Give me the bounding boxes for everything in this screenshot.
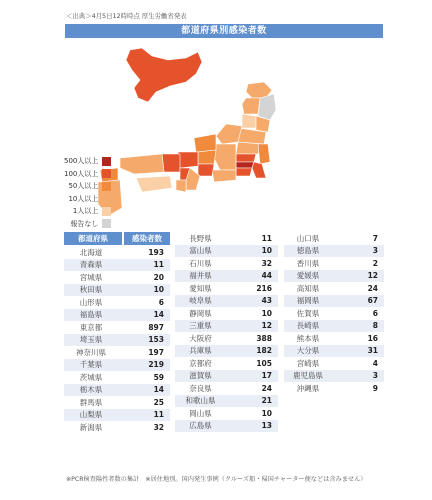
- case-count: 3: [372, 246, 378, 256]
- prefecture-name: 徳島県: [296, 246, 320, 256]
- case-count: 11: [261, 233, 272, 243]
- case-count: 897: [148, 322, 164, 332]
- prefecture-name: 北海道: [79, 247, 103, 257]
- case-count: 20: [153, 272, 164, 282]
- prefecture-name: 滋賀県: [189, 371, 212, 381]
- prefecture-name: 新潟県: [79, 422, 103, 432]
- map-region-iwate: [258, 94, 276, 120]
- map-region-akita: [242, 98, 260, 114]
- table-row: [284, 245, 384, 258]
- map-region-kyoto-shiga: [178, 152, 198, 168]
- table-row: [284, 232, 384, 245]
- table-row: [64, 359, 170, 372]
- case-count: 7: [372, 233, 378, 243]
- case-count: 24: [261, 383, 272, 393]
- map-region-niigata: [216, 124, 242, 144]
- table-row: [175, 307, 278, 320]
- prefecture-name: 福島県: [79, 310, 103, 320]
- prefecture-name: 山形県: [79, 297, 103, 307]
- map-region-hyogo: [162, 154, 180, 172]
- table-row: [64, 334, 170, 347]
- case-count: 153: [148, 335, 164, 345]
- prefecture-name: 福岡県: [296, 296, 320, 306]
- case-count: 6: [158, 297, 164, 307]
- table-row: [284, 282, 384, 295]
- legend-item: [64, 193, 111, 206]
- case-count: 67: [367, 296, 378, 306]
- table-row: [64, 296, 170, 309]
- legend-item: [64, 155, 111, 168]
- table-row: [175, 320, 278, 333]
- case-count: 9: [372, 383, 378, 393]
- table-row: [64, 246, 170, 259]
- header-prefecture: 都道府県: [64, 232, 122, 245]
- case-count: 193: [148, 247, 164, 257]
- legend-label: 1人以上: [72, 207, 99, 216]
- table-row: [284, 345, 384, 358]
- case-count: 12: [367, 271, 378, 281]
- table-row: [64, 321, 170, 334]
- prefecture-name: 青森県: [79, 260, 103, 270]
- case-count: 11: [153, 410, 164, 420]
- prefecture-name: 沖縄県: [296, 383, 320, 393]
- table-row: [175, 395, 278, 408]
- case-count: 31: [367, 346, 378, 356]
- prefecture-name: 愛媛県: [296, 271, 320, 281]
- table-row: [175, 295, 278, 308]
- map-legend: [64, 155, 111, 230]
- prefecture-name: 奈良県: [189, 383, 212, 393]
- table-row: [175, 370, 278, 383]
- legend-swatch: [102, 157, 111, 166]
- table-row: [284, 320, 384, 333]
- case-count: 10: [153, 285, 164, 295]
- prefecture-name: 愛知県: [189, 283, 212, 293]
- map-region-chiba: [252, 162, 266, 178]
- case-count: 32: [261, 258, 272, 268]
- prefecture-table-column-2: [175, 232, 278, 432]
- map-region-chugoku: [120, 154, 164, 174]
- case-count: 219: [148, 360, 164, 370]
- table-row: [175, 382, 278, 395]
- legend-item: [64, 168, 111, 181]
- case-count: 17: [261, 371, 272, 381]
- legend-label: 100人以上: [64, 169, 99, 178]
- prefecture-name: 石川県: [189, 258, 212, 268]
- case-count: 14: [153, 310, 164, 320]
- legend-label: 報告なし: [70, 219, 99, 228]
- prefecture-name: 佐賀県: [296, 308, 320, 318]
- table-row: [64, 409, 170, 422]
- case-count: 182: [256, 346, 272, 356]
- legend-label: 50人以上: [68, 182, 99, 191]
- table-row: [64, 309, 170, 322]
- table-row: [64, 259, 170, 272]
- case-count: 16: [367, 333, 378, 343]
- case-count: 2: [372, 258, 378, 268]
- table-row: [175, 232, 278, 245]
- prefecture-name: 鹿児島県: [293, 371, 323, 381]
- prefecture-name: 秋田県: [79, 285, 103, 295]
- legend-swatch: [102, 169, 111, 178]
- map-region-yamagata: [242, 114, 256, 128]
- legend-swatch: [102, 182, 111, 191]
- table-row: [284, 307, 384, 320]
- table-row: [175, 282, 278, 295]
- table-row: [64, 396, 170, 409]
- case-count: 216: [256, 283, 272, 293]
- table-row: [175, 257, 278, 270]
- prefecture-name: 香川県: [296, 258, 320, 268]
- table-row: [64, 371, 170, 384]
- table-row: [284, 257, 384, 270]
- case-count: 32: [153, 422, 164, 432]
- case-count: 21: [261, 396, 272, 406]
- case-count: 8: [372, 321, 378, 331]
- table-row: [175, 270, 278, 283]
- prefecture-name: 兵庫県: [189, 346, 212, 356]
- legend-swatch: [102, 207, 111, 216]
- japan-choropleth-map: [90, 40, 330, 225]
- map-region-shikoku: [136, 176, 172, 192]
- table-row: [175, 407, 278, 420]
- table-row: [175, 357, 278, 370]
- prefecture-name: 富山県: [189, 246, 212, 256]
- prefecture-name: 長崎県: [296, 321, 320, 331]
- prefecture-name: 三重県: [189, 321, 212, 331]
- source-note: ＜出典＞4月5日12時時点 厚生労働省発表: [66, 12, 187, 20]
- prefecture-name: 岐阜県: [189, 296, 212, 306]
- map-region-hokuriku: [194, 134, 216, 152]
- prefecture-name: 茨城県: [79, 372, 103, 382]
- table-row: [64, 271, 170, 284]
- case-count: 44: [261, 271, 272, 281]
- prefecture-name: 岡山県: [189, 408, 212, 418]
- prefecture-name: 静岡県: [189, 308, 212, 318]
- case-count: 388: [256, 333, 272, 343]
- case-count: 59: [153, 372, 164, 382]
- table-row: [284, 270, 384, 283]
- case-count: 10: [261, 408, 272, 418]
- case-count: 11: [153, 260, 164, 270]
- legend-item: [64, 205, 111, 218]
- prefecture-name: 大阪府: [189, 333, 212, 343]
- prefecture-name: 群馬県: [79, 397, 103, 407]
- map-region-kanagawa: [236, 168, 252, 176]
- case-count: 10: [261, 308, 272, 318]
- prefecture-name: 大分県: [296, 346, 320, 356]
- prefecture-name: 東京都: [79, 322, 103, 332]
- table-row: [175, 420, 278, 433]
- case-count: 25: [153, 397, 164, 407]
- case-count: 14: [153, 385, 164, 395]
- table-row: [175, 345, 278, 358]
- prefecture-name: 京都府: [189, 358, 212, 368]
- case-count: 4: [372, 358, 378, 368]
- map-region-shizuoka: [212, 170, 236, 182]
- prefecture-name: 長野県: [189, 233, 212, 243]
- prefecture-name: 神奈川県: [76, 347, 106, 357]
- map-region-ibaraki: [258, 144, 270, 164]
- table-row: [284, 382, 384, 395]
- map-region-wakayama: [176, 180, 186, 192]
- prefecture-name: 山梨県: [79, 410, 103, 420]
- prefecture-name: 千葉県: [79, 360, 103, 370]
- legend-item: [64, 180, 111, 193]
- table-row: [64, 421, 170, 434]
- case-count: 197: [148, 347, 164, 357]
- prefecture-table-column-3: [284, 232, 384, 395]
- case-count: 13: [261, 421, 272, 431]
- legend-item: [64, 218, 111, 231]
- map-region-nagano-yamanashi: [214, 144, 236, 170]
- prefecture-name: 宮城県: [79, 272, 103, 282]
- prefecture-name: 栃木県: [79, 385, 103, 395]
- prefecture-name: 広島県: [189, 421, 212, 431]
- map-region-gifu: [198, 150, 216, 164]
- table-row: [284, 332, 384, 345]
- case-count: 10: [261, 246, 272, 256]
- case-count: 6: [372, 308, 378, 318]
- legend-swatch: [102, 219, 111, 228]
- table-row: [175, 332, 278, 345]
- table-row: [64, 346, 170, 359]
- case-count: 24: [367, 283, 378, 293]
- table-row: [284, 357, 384, 370]
- prefecture-name: 福井県: [189, 271, 212, 281]
- prefecture-name: 山口県: [296, 233, 320, 243]
- prefecture-name: 高知県: [296, 283, 320, 293]
- footnote: ※PCR検査陽性者数の集計 ※居住地別。国内発生事例（クルーズ船・帰国チャーター便などは含みません）: [66, 476, 367, 483]
- prefecture-name: 埼玉県: [79, 335, 103, 345]
- map-region-tokyo: [236, 162, 254, 168]
- table-row: [175, 245, 278, 258]
- prefecture-name: 宮崎県: [296, 358, 320, 368]
- case-count: 105: [256, 358, 272, 368]
- prefecture-name: 熊本県: [296, 333, 320, 343]
- legend-swatch: [102, 194, 111, 203]
- table-row: [284, 295, 384, 308]
- case-count: 43: [261, 296, 272, 306]
- table-row: [284, 370, 384, 383]
- map-region-hokkaido: [126, 48, 202, 102]
- table-row: [64, 284, 170, 297]
- table-header: [64, 232, 170, 245]
- case-count: 12: [261, 321, 272, 331]
- prefecture-table-column-1: [64, 232, 170, 434]
- table-row: [64, 384, 170, 397]
- page-title: 都道府県別感染者数: [65, 24, 383, 38]
- header-count: 感染者数: [124, 232, 170, 245]
- legend-label: 500人以上: [64, 157, 99, 166]
- legend-label: 10人以上: [68, 194, 99, 203]
- prefecture-name: 和歌山県: [185, 396, 216, 406]
- map-region-aichi: [198, 164, 214, 176]
- map-region-saitama: [236, 154, 256, 162]
- case-count: 3: [372, 371, 378, 381]
